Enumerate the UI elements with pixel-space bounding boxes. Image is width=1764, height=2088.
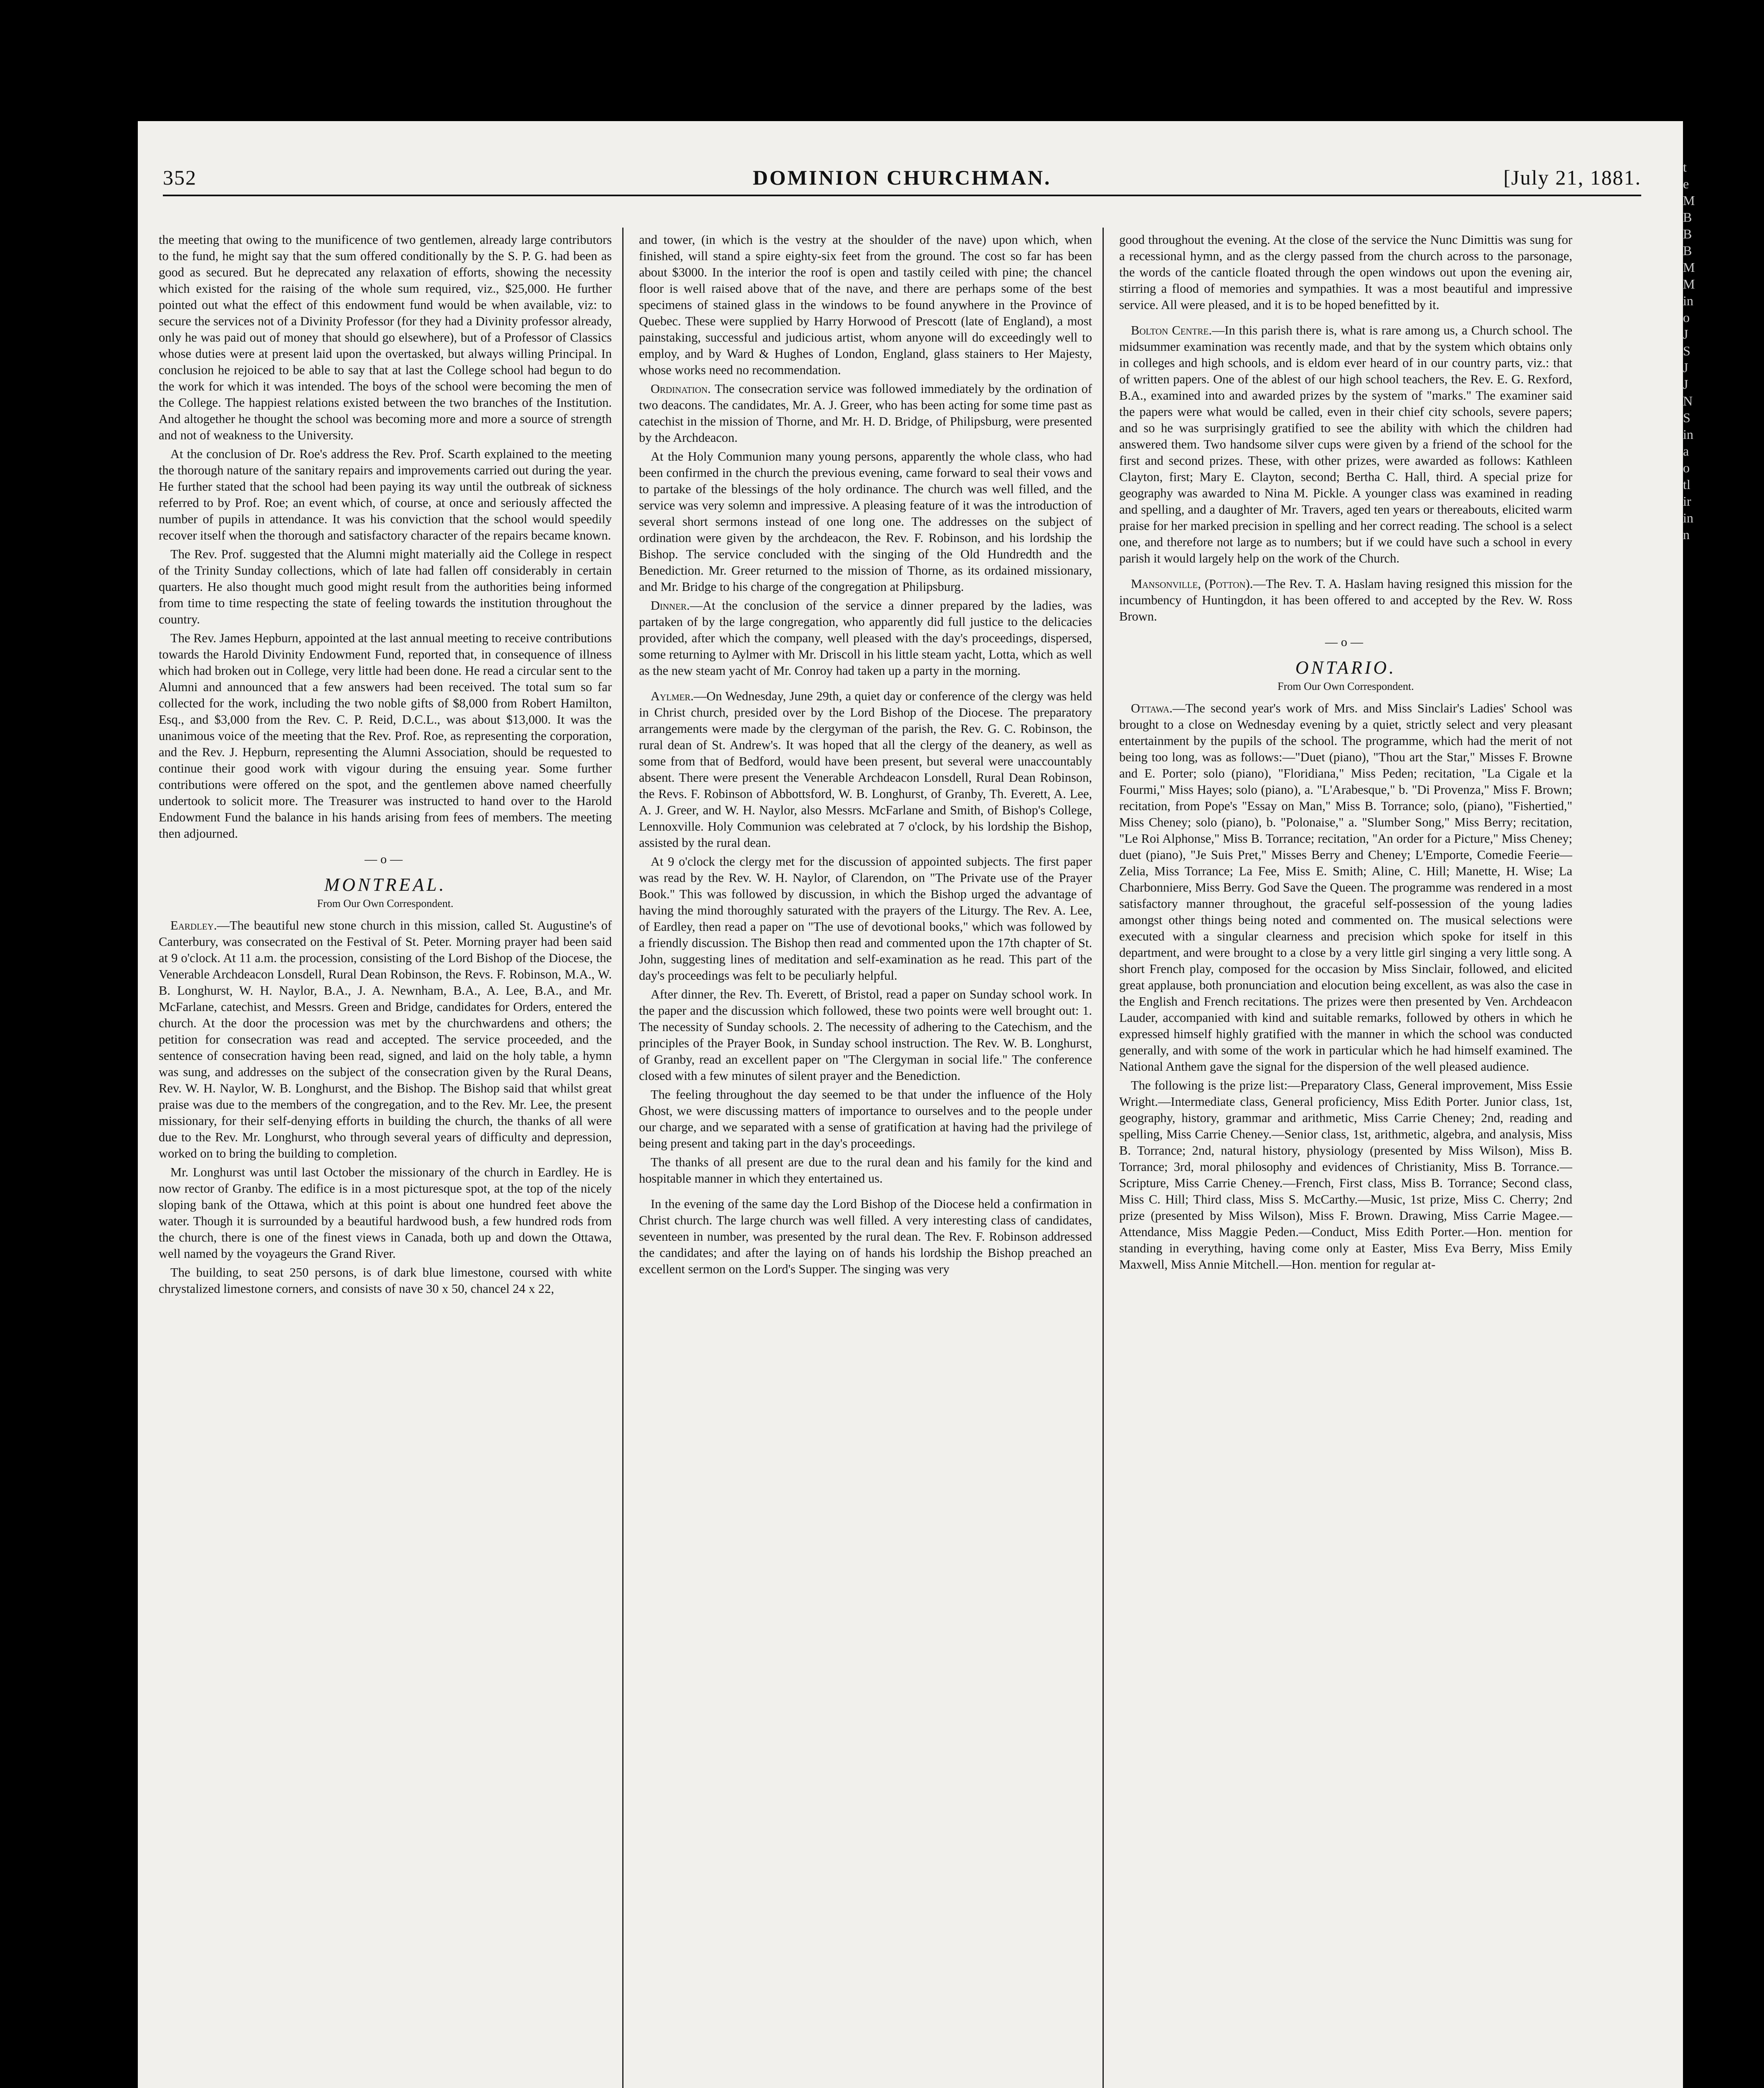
dateline: Eardley. xyxy=(170,918,217,933)
article-paragraph xyxy=(639,854,1092,984)
article-paragraph-lead xyxy=(639,598,1092,679)
article-paragraph-lead xyxy=(1119,322,1572,567)
page-header xyxy=(163,161,1641,195)
masthead-title: DOMINION CHURCHMAN. xyxy=(753,166,1052,189)
article-paragraph xyxy=(639,1087,1092,1152)
dateline: Aylmer. xyxy=(651,689,694,703)
section-title: MONTREAL. xyxy=(324,874,446,895)
adjacent-page-fragments xyxy=(1683,159,1764,1328)
dateline: Mansonville, (Potton). xyxy=(1131,577,1253,591)
edge-fragment: t xyxy=(1683,160,1687,175)
article-paragraph xyxy=(639,1154,1092,1187)
edge-fragment: B xyxy=(1683,243,1692,258)
paragraph-text: At the Holy Communion many young persons, apparently the whole class, who had been confirmed in the church the previous evening, came forward to seal their vows and to partake of the blessings of the holy ordinance. The church was well filled, and the service was very solemn and impressive. A pleasing feature of it was the introduction of several short sermons instead of one long one. The addresses on the subject of ordination were given by the archdeacon, the Rev. F. Robinson, and his lordship the Bishop. The service concluded with the singing of the Old Hundredth and the Benediction. Mr. Greer returned to the mission of Thorne, as its ordained missionary, and Mr. Bridge to his charge of the congregation at Philipsburg. xyxy=(639,449,1092,594)
dateline: Ottawa. xyxy=(1131,701,1173,715)
column-rule xyxy=(622,228,623,2088)
article-paragraph xyxy=(639,1196,1092,1277)
edge-fragment: in xyxy=(1683,427,1693,442)
article-paragraph-lead xyxy=(159,917,612,1162)
paragraph-text: The feeling throughout the day seemed to be that under the influence of the Holy Ghost, we were discussing matters of importance to ourselves and to the people under our charge, and we separated with a sense of gratification at having had the privilege of being present and taking part in the day's proceedings. xyxy=(639,1087,1092,1150)
section-subtitle: From Our Own Correspondent. xyxy=(317,897,454,910)
paragraph-text: —At the conclusion of the service a dinner prepared by the ladies, was partaken of by the large congregation, who apparently did full justice to the delicacies provided, after which the company, well pleased with the day's proceedings, dispersed, some returning to Aylmer with Mr. Driscoll in his little steam yacht, Lotta, which as well as the new steam yacht of Mr. Conroy had taken up a party in the morning. xyxy=(639,598,1092,678)
article-paragraph-lead xyxy=(639,688,1092,851)
article-paragraph xyxy=(639,232,1092,378)
article-paragraph xyxy=(159,1264,612,1297)
edge-fragment: e xyxy=(1683,176,1689,191)
article-paragraph xyxy=(159,546,612,628)
edge-fragment: N xyxy=(1683,393,1693,408)
dateline: Dinner. xyxy=(651,598,690,613)
article-paragraph xyxy=(1119,1077,1572,1273)
edge-fragment: J xyxy=(1683,327,1688,342)
section-title: ONTARIO. xyxy=(1295,657,1396,678)
paragraph-text: —The Rev. T. A. Haslam having resigned this mission for the incumbency of Huntingdon, it has been offered to and accepted by the Rev. W. Ross Brown. xyxy=(1119,577,1572,623)
edge-fragment: S xyxy=(1683,343,1690,358)
issue-date: [July 21, 1881. xyxy=(1503,166,1641,189)
paragraph-text: —The beautiful new stone church in this mission, called St. Augustine's of Canterbury, was consecrated on the Festival of St. Peter. Morning prayer had been said at 9 o'clock. At 11 a.m. the procession, consisting of the Lord Bishop of the Diocese, the Venerable Archdeacon Lonsdell, Rural Dean Robinson, the Revs. F. Robinson, M.A., W. B. Longhurst, W. H. Naylor, B.A., J. A. Newnham, B.A., A. Lee, B.A., and Mr. McFarlane, catechist, and Messrs. Green and Bridge, candidates for Orders, entered the church. At the door the procession was met by the churchwardens and others; the petition for consecration was read and accepted. The service proceeded, and the sentence of consecration having been read, signed, and laid on the holy table, a hymn was sung, and addresses on the subject of the consecration given by the Rural Deans, Rev. W. H. Naylor, W. B. Longhurst, and the Bishop. The Bishop said that whilst great praise was due to the members of the congregation, and to the Rev. Mr. Lee, the present missionary, for their self-denying efforts in building the church, the thanks of all were due to the Rev. Mr. Longhurst, who through several years of difficulty and depression, worked on to bring the building to completion. xyxy=(159,918,612,1161)
edge-fragment: J xyxy=(1683,377,1688,392)
article-paragraph-lead xyxy=(1119,576,1572,625)
paragraph-text: The building, to seat 250 persons, is of dark blue limestone, coursed with white chrystalized limestone corners, and consists of nave 30 x 50, chancel 24 x 22, xyxy=(159,1265,612,1296)
edge-fragment: S xyxy=(1683,410,1690,425)
paragraph-text: and tower, (in which is the vestry at the shoulder of the nave) upon which, when finished, will stand a spire eighty-six feet from the ground. The cost so far has been about $3000. In the interior the roof is open and tastily ceiled with pine; the chancel floor is well raised above that of the nave, and there are perhaps some of the best specimens of stained glass in the windows to be found anywhere in the Province of Quebec. These were supplied by Harry Horwood of Prescott (late of England), a most painstaking, successful and judicious artist, whom anyone will do exceedingly well to employ, and by Ward & Hughes of London, England, glass stainers to Her Majesty, whose works need no recommendation. xyxy=(639,233,1092,377)
paragraph-text: —The second year's work of Mrs. and Miss Sinclair's Ladies' School was brought to a close on Wednesday evening by a quiet, strictly select and very pleasant entertainment by the pupils of the school. The programme, which had the merit of not being too long, was as follows:—"Duet (piano), "Thou art the Star," Misses F. Browne and E. Porter; solo (piano), "Floridiana," Miss Peden; recitation, "La Cigale et la Fourmi," Miss Hayes; solo (piano), a. "L'Arabesque," b. "Di Provenza," Miss F. Brown; recitation, from Pope's "Essay on Man," Miss B. Torrance; solo, (piano), "Fishertied," Miss Cheney; solo (piano), b. "Polonaise," a. "Slumber Song," Miss Berry; recitation, "Le Roi Alphonse," Miss B. Torrance; recitation, "An order for a Picture," Miss Cheney; duet (piano), "Je Suis Pret," Misses Berry and Cheney; L'Emporte, Comedie Feerie—Zelia, Miss Torrance; La Fee, Miss E. Smith; Aline, C. Hill; Manette, H. Wise; La Charbonniere, Miss Berry. God Save the Queen. The programme was rendered in a most satisfactory manner throughout, the graceful self-possession of the young ladies amongst other things being noted and commented on. The musical selections were executed with a singular clearness and precision which spoke for itself in this department, and were brought to a close by a very little girl singing a very little song. A short French play, composed for the occasion by Miss Sinclair, followed, and elicited great applause, both pronunciation and elocution being excellent, as was also the case in the English and French recitations. The prizes were then presented by Ven. Archdeacon Lauder, accompanied with kind and suitable remarks, followed by others in which he expressed himself highly gratified with the manner in which the school was conducted generally, and with some of the work in particular which he had himself examined. The National Anthem gave the signal for the dispersion of the well pleased audience. xyxy=(1119,701,1572,1074)
paragraph-text: After dinner, the Rev. Th. Everett, of Bristol, read a paper on Sunday school work. In the paper and the discussion which followed, these two points were well brought out: 1. The necessity of Sunday schools. 2. The necessity of adhering to the Catechism, and the principles of the Prayer Book, in Sunday school instruction. The Rev. W. B. Longhurst, of Granby, read an excellent paper on "The Clergyman in social life." The conference closed with a few minutes of silent prayer and the Benediction. xyxy=(639,987,1092,1083)
edge-fragment: o xyxy=(1683,460,1690,475)
paragraph-text: Mr. Longhurst was until last October the missionary of the church in Eardley. He is now rector of Granby. The edifice is in a most picturesque spot, at the top of the nicely sloping bank of the Ottawa, which at this point is about one hundred feet above the water. Though it is surrounded by a beautiful hardwood bush, a few hundred rods from the church, there is one of the finest views in Canada, both up and down the Ottawa, well named by the voyageurs the Grand River. xyxy=(159,1165,612,1261)
column-rule xyxy=(1102,228,1104,2088)
edge-fragment: M xyxy=(1683,260,1695,275)
article-paragraph xyxy=(639,449,1092,595)
column-3 xyxy=(1119,232,1572,2088)
edge-fragment: tl xyxy=(1683,477,1690,492)
paragraph-text: The Rev. James Hepburn, appointed at the last annual meeting to receive contributions towards the Harold Divinity Endowment Fund, reported that, in consequence of illness which had broken out in College, very little had been done. He read a circular sent to the Alumni and announced that a few answers had been received. The total sum so far collected for the work, including the two noble gifts of $8,000 from Robert Hamilton, Esq., and $3,000 from the Rev. C. P. Reid, D.C.L., was about $13,000. It was the unanimous voice of the meeting that the Rev. Prof. Roe, as representing the corporation, and the Rev. J. Hepburn, representing the Alumni Association, should be requested to continue their good work with vigour during the ensuing year. Some further contributions were offered on the spot, and the gentlemen above named cheerfully undertook to solicit more. The Treasurer was instructed to hand over to the Harold Endowment Fund the balance in his hands arising from fees of members. The meeting then adjourned. xyxy=(159,631,612,841)
column-1 xyxy=(159,232,612,2088)
edge-fragment: a xyxy=(1683,443,1689,459)
dateline: Ordination. xyxy=(651,382,711,396)
edge-fragment: M xyxy=(1683,193,1695,208)
paragraph-text: The following is the prize list:—Preparatory Class, General improvement, Miss Essie Wright.—Intermediate class, General proficiency, Miss Edith Porter. Junior class, 1st, geography, history, grammar and arithmetic, Miss Carrie Cheney; 2nd, reading and spelling, Miss Carrie Cheney.—Senior class, 1st, arithmetic, algebra, and analysis, Miss B. Torrance; 2nd, natural history, physiology (presented by Miss Wilson), Miss B. Torrance; 3rd, moral philosophy and evidences of Christianity, Miss B. Torrance.—Scripture, Miss Carrie Cheney.—French, First class, Miss B. Torrance; Second class, Miss C. Hill; Third class, Miss S. McCarthy.—Music, 1st prize, Miss C. Cherry; 2nd prize (presented by Miss Wilson), Miss F. Brown. Drawing, Miss Carrie Magee.—Attendance, Miss Maggie Peden.—Conduct, Miss Edith Porter.—Hon. mention for standing in everything, having come only at Easter, Miss Eva Berry, Miss Emily Maxwell, Miss Annie Mitchell.—Hon. mention for regular at- xyxy=(1119,1078,1572,1272)
edge-fragment: M xyxy=(1683,276,1695,291)
edge-fragment: n xyxy=(1683,527,1690,542)
paragraph-text: The consecration service was followed immediately by the ordination of two deacons. The candidates, Mr. A. J. Greer, who has been acting for some time past as catechist in the mission of Thorne, and Mr. H. D. Bridge, of Philipsburg, were presented by the Archdeacon. xyxy=(639,382,1092,445)
newspaper-page xyxy=(138,121,1683,2088)
edge-fragment: ir xyxy=(1683,494,1691,509)
edge-fragment: in xyxy=(1683,293,1693,308)
paragraph-text: —On Wednesday, June 29th, a quiet day or conference of the clergy was held in Christ church, presided over by the Lord Bishop of the Diocese. The preparatory arrangements were made by the clergyman of the parish, the Rev. G. C. Robinson, the rural dean of St. Andrew's. It was hoped that all the clergy of the deanery, as well as some from that of Bedford, would have been present, but several were unaccountably absent. There were present the Venerable Archdeacon Lonsdell, Rural Dean Robinson, the Revs. F. Robinson of Abbottsford, W. B. Longhurst, of Granby, Th. Everett, A. Lee, A. J. Greer, and W. H. Naylor, also Messrs. McFarlane and Smith, of Bishop's College, Lennoxville. Holy Communion was celebrated at 7 o'clock, by his lordship the Bishop, assisted by the rural dean. xyxy=(639,689,1092,850)
edge-fragment: B xyxy=(1683,226,1692,241)
article-paragraph xyxy=(159,630,612,842)
dateline: Bolton Centre. xyxy=(1131,323,1212,337)
paragraph-text: —In this parish there is, what is rare among us, a Church school. The midsummer examination was recently made, and that by the system which obtains only in colleges and high schools, and is eldom ever heard of in our country parts, viz.: that of written papers. One of the ablest of our high school teachers, the Rev. E. G. Rexford, B.A., examined into and awarded prizes by the system of "marks." The examiner said the papers were what would be called, even in their chief city schools, severe papers; and so he was surprisingly gratified to see the ability with which the children had answered them. Two handsome silver cups were given by a friend of the school for the first and second prizes. These, with other prizes, were awarded as follows: Kathleen Clayton, first; Mary E. Clayton, second; Bertha C. Hall, third. A special prize for geography was awarded to Nina M. Pickle. A younger class was examined in reading and spelling, and a daughter of Mr. Travers, aged ten years or thereabouts, elicited warm praise for her marked precision in spelling and her correct reading. The school is a select one, and therefore not large as to numbers; but if we could have such a school in every parish it would largely help on the work of the Church. xyxy=(1119,323,1572,565)
article-paragraph xyxy=(639,986,1092,1084)
paragraph-text: the meeting that owing to the munificence of two gentlemen, already large contributors to the fund, he might say that the sum offered conditionally by the S. P. G. had been as good as secured. But he deprecated any relaxation of efforts, showing the necessity which existed for the raising of the whole sum required, viz., $25,000. He further pointed out what the effect of this endowment fund would be when available, viz: to secure the services not of a Divinity Professor (for they had a Divinity professor already, only he was paid out of money that should go elsewhere), but of a Professor of Classics whose duties were at present laid upon the overtasked, but always willing Principal. In conclusion he rejoiced to be able to say that at last the College school had begun to do the work for which it was intended. The boys of the school were becoming the men of the College. The happiest relations existed between the two branches of the Institution. And altogether he thought the school was becoming more and more a source of strength and not of weakness to the University. xyxy=(159,233,612,442)
section-subtitle: From Our Own Correspondent. xyxy=(1277,680,1414,692)
paragraph-text: At 9 o'clock the clergy met for the discussion of appointed subjects. The first paper was read by the Rev. W. H. Naylor, of Clarendon, on "The Private use of the Prayer Book." This was followed by discussion, in which the Bishop urged the advantage of having the mind thoroughly saturated with the prayers of the Liturgy. The Rev. A. Lee, of Eardley, then read a paper on "The use of devotional books," which was followed by a friendly discussion. The Bishop then read and commented upon the 17th chapter of St. John, suggesting lines of meditation and self-examination as he read. This part of the day's proceedings was felt to be peculiarly helpful. xyxy=(639,854,1092,983)
article-paragraph xyxy=(159,1164,612,1262)
edge-fragment: in xyxy=(1683,510,1693,525)
article-paragraph xyxy=(1119,232,1572,313)
article-paragraph-lead xyxy=(639,381,1092,446)
edge-fragment: J xyxy=(1683,360,1688,375)
column-2 xyxy=(639,232,1092,2088)
edge-fragment: B xyxy=(1683,210,1692,225)
paragraph-text: In the evening of the same day the Lord Bishop of the Diocese held a confirmation in Christ church. The large church was well filled. A very interesting class of candidates, seventeen in number, was presented by the rural dean. The Rev. F. Robinson addressed the candidates; and after the laying on of hands his lordship the Bishop preached an excellent sermon on the Lord's Supper. The singing was very xyxy=(639,1197,1092,1276)
paragraph-text: At the conclusion of Dr. Roe's address the Rev. Prof. Scarth explained to the meeting the thorough nature of the sanitary repairs and improvements carried out during the year. He further stated that the school had been paying its way until the outbreak of sickness referred to by Prof. Roe; an event which, of course, at once and seriously affected the number of pupils in attendance. It was his conviction that the school would speedily recover itself when the thorough and satisfactory character of the repairs became known. xyxy=(159,447,612,542)
article-paragraph xyxy=(159,446,612,544)
scan-border-left xyxy=(0,0,96,2088)
header-rule xyxy=(163,195,1641,196)
paragraph-text: The Rev. Prof. suggested that the Alumni might materially aid the College in respect of the Trinity Sunday collections, which of late had fallen off considerably in certain quarters. He also thought much good might result from the authorities being informed from time to time respecting the state of feeling towards the institution throughout the country. xyxy=(159,547,612,626)
article-paragraph-lead xyxy=(1119,700,1572,1075)
section-divider: —o— xyxy=(1325,635,1366,649)
edge-fragment: o xyxy=(1683,310,1690,325)
paragraph-text: The thanks of all present are due to the rural dean and his family for the kind and hospitable manner in which they entertained us. xyxy=(639,1155,1092,1186)
page-number: 352 xyxy=(163,166,197,189)
article-paragraph xyxy=(159,232,612,443)
section-divider: —o— xyxy=(365,852,406,866)
paragraph-text: good throughout the evening. At the close of the service the Nunc Dimittis was sung for a recessional hymn, and as the clergy passed from the church across to the parsonage, the words of the canticle floated through the open windows out upon the evening air, stirring a flood of memories and sympathies. It was a most beautiful and impressive service. All were pleased, and it is to be hoped benefitted by it. xyxy=(1119,233,1572,312)
